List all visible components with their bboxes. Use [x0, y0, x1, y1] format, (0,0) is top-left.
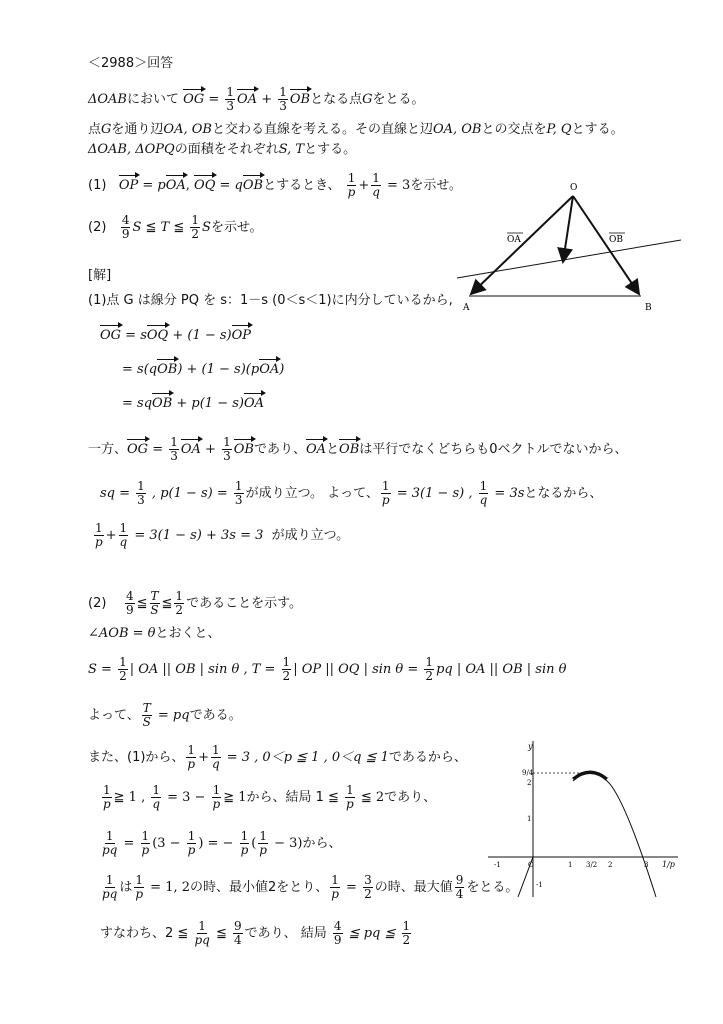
solution-2-area: S = $\frac{1}{2}$ | OA || OB | sin θ , T = $\frac{1}{2}$ | OP || OQ | sin θ = $\frac{1}{2}$ pq | OA || OB | sin θ: [88, 655, 567, 684]
parabola-graph: [486, 735, 686, 905]
tick-94: 9/4: [522, 769, 534, 777]
solution-2-intro: (2) $\frac{4}{9}$ ≦ $\frac{T}{S}$ ≦ $\frac{1}{2}$ であることを示す。: [88, 589, 303, 618]
label-O: O: [570, 183, 578, 193]
problem-line-3: ΔOAB, ΔOPQの面積をそれぞれS, Tとする。: [88, 142, 357, 157]
tick-O: O: [528, 861, 534, 869]
problem-line-2: 点Gを通り辺OA, OBと交わる直線を考える。その直線と辺OA, OBとの交点をP, Qとする。: [88, 122, 624, 137]
question-2: (2) $\frac{4}{9}$ S ≦ T ≦ $\frac{1}{2}$ Sを示せ。: [88, 213, 263, 242]
solution-2-pq: $\frac{1}{pq}$ = $\frac{1}{p}$ (3 − $\frac{1}{p}$ ) = − $\frac{1}{p}$ ( $\frac{1}{p}$ − 3)から、: [102, 829, 342, 858]
tick-32: 3/2: [586, 861, 598, 869]
solution-1-final: $\frac{1}{p}$ + $\frac{1}{q}$ = 3(1 − s) + 3s = 3 が成り立つ。: [94, 521, 350, 550]
solution-2-minmax: $\frac{1}{pq}$ は $\frac{1}{p}$ = 1, 2の時、最小値2をとり、 $\frac{1}{p}$ = $\frac{3}{2}$ の時、最大値 $\frac{9}{4}$ をとる。: [102, 873, 519, 902]
vector-ob: [573, 196, 639, 294]
page-title: ＜2988＞回答: [88, 56, 174, 71]
solution-1-intro: (1)点 G は線分 PQ を s：1－s (0＜s＜1)に内分しているから,: [88, 293, 453, 308]
solution-2-also: また、(1)から、 $\frac{1}{p}$ + $\frac{1}{q}$ = 3 , 0＜p ≦ 1 , 0＜q ≦ 1であるから、: [88, 743, 467, 772]
problem-setup: ΔOABにおいて OG = $\frac{1}{3}$ OA + $\frac{1}{3}$ OBとなる点Gをとる。: [88, 85, 425, 114]
tick-1x: 1: [568, 861, 573, 869]
solution-2-angle: ∠AOB = θとおくと、: [88, 626, 221, 641]
tick-neg1x: -1: [494, 861, 501, 869]
solution-1-other: 一方、OG = $\frac{1}{3}$ OA + $\frac{1}{3}$ OBであり、OAとOBは平行でなくどちらも0ベクトルでないから、: [88, 435, 628, 464]
solution-1-eq3: = sqOB + p(1 − s)OA: [122, 396, 265, 411]
tick-3: 3: [644, 861, 649, 869]
solution-2-thus: よって、 $\frac{T}{S}$ = pqである。: [88, 701, 242, 730]
solution-2-conclusion: すなわち、2 ≦ $\frac{1}{pq}$ ≦ $\frac{9}{4}$ であり、 結局 $\frac{4}{9}$ ≦ pq ≦ $\frac{1}{2}$: [100, 919, 411, 948]
solution-1-eq1: OG = sOQ + (1 − s)OP: [100, 328, 252, 343]
tick-1y: 1: [527, 815, 532, 823]
question-1: (1) OP = pOA, OQ = qOBとするとき、 $\frac{1}{p}$ + $\frac{1}{q}$ = 3を示せ。: [88, 171, 462, 200]
solution-1-eq2: = s(qOB) + (1 − s)(pOA): [122, 362, 285, 377]
label-A: A: [463, 303, 470, 313]
solution-header: [解]: [88, 268, 112, 283]
x-label: 1/p: [662, 860, 675, 869]
curve: [573, 774, 656, 898]
vector-og: [563, 196, 573, 262]
label-oa: OA: [507, 235, 521, 245]
vector-oa: [471, 196, 573, 294]
solution-2-ineq: $\frac{1}{p}$ ≧ 1 , $\frac{1}{q}$ = 3 − $\frac{1}{p}$ ≧ 1から、結局 1 ≦ $\frac{1}{p}$ ≦ 2であり、: [102, 783, 437, 812]
solution-1-sq: sq = $\frac{1}{3}$ , p(1 − s) = $\frac{1}{3}$ が成り立つ。 よって、 $\frac{1}{p}$ = 3(1 − s) , $\frac{1}{q}$ = 3sとなるから、: [100, 479, 603, 508]
tick-2: 2: [527, 779, 532, 787]
tick-neg1y: -1: [536, 881, 543, 889]
label-ob: OB: [609, 235, 623, 245]
triangle-diagram: [455, 178, 687, 318]
label-B: B: [645, 303, 652, 313]
line-pq: [457, 240, 681, 278]
y-label: y: [528, 742, 533, 751]
tick-2x: 2: [608, 861, 613, 869]
